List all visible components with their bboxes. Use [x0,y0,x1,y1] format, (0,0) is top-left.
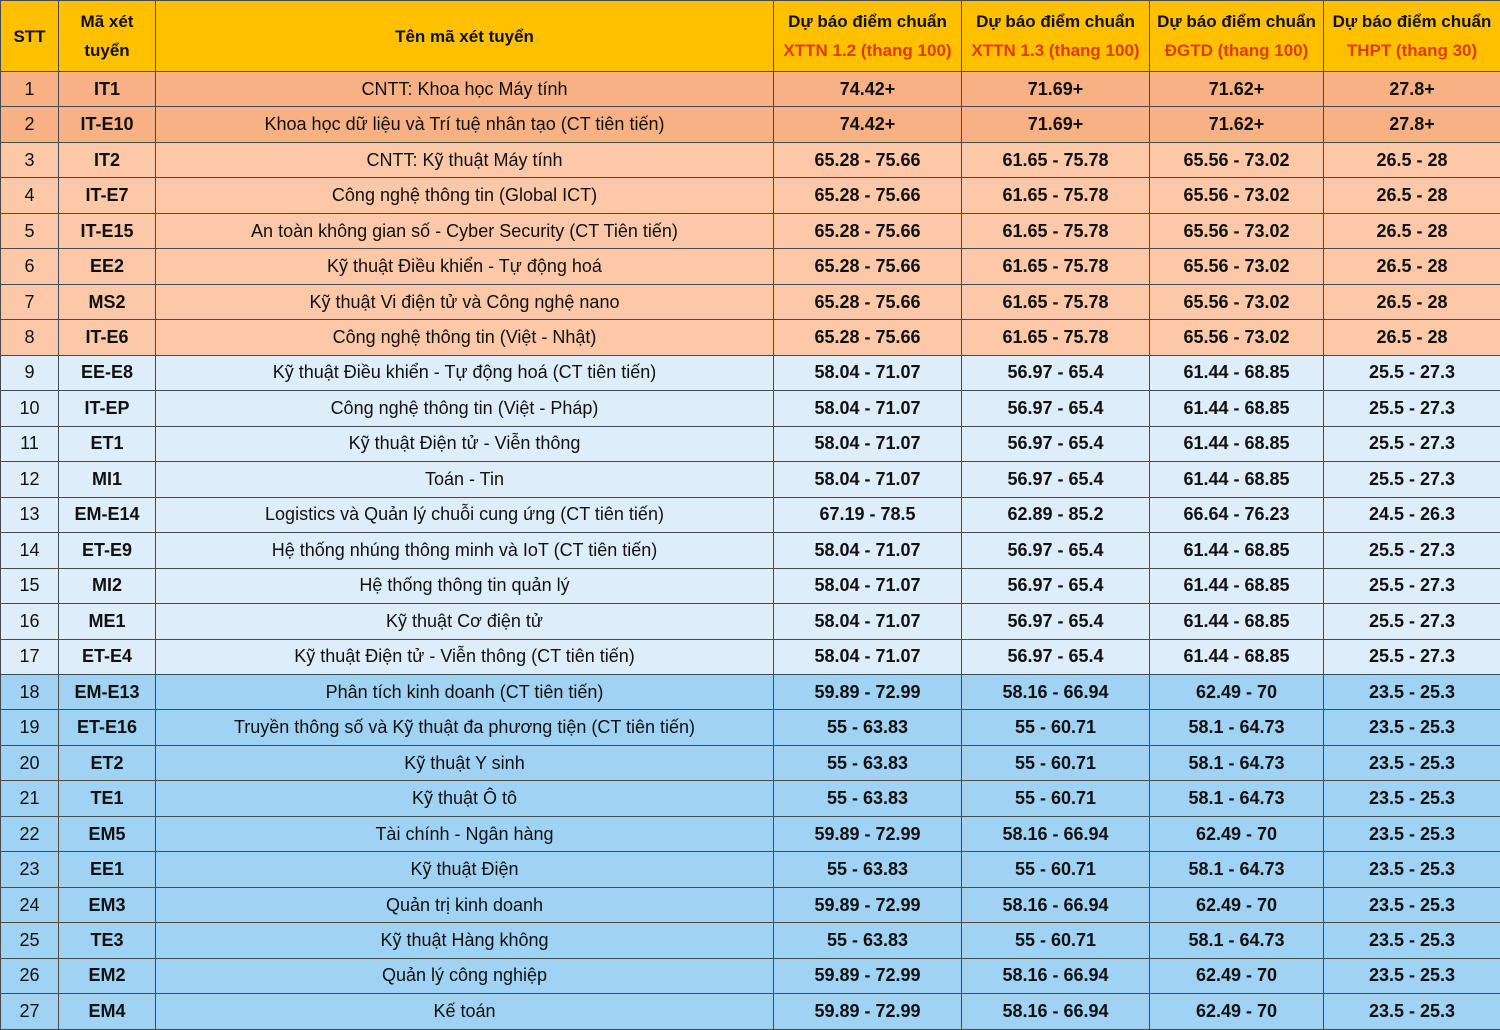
table-row [1,497,1500,532]
row-thpt-cell: 25.5 - 27.3 [1324,426,1500,461]
row-xttn12-cell: 65.28 - 75.66 [774,142,962,177]
row-dgtd-cell: 65.56 - 73.02 [1150,178,1324,213]
row-stt-cell: 22 [1,816,59,851]
row-stt-cell: 16 [1,604,59,639]
row-name-cell: Công nghệ thông tin (Global ICT) [156,178,774,213]
header-dgtd-line1: Dự báo điểm chuẩn [1157,12,1316,31]
row-xttn12-cell: 59.89 - 72.99 [774,994,962,1029]
row-xttn13-cell: 58.16 - 66.94 [962,887,1150,922]
row-name-cell: Kỹ thuật Điện tử - Viễn thông [156,426,774,461]
table-row [1,320,1500,355]
row-thpt-cell: 23.5 - 25.3 [1324,852,1500,887]
row-dgtd-cell: 66.64 - 76.23 [1150,497,1324,532]
row-name-cell: Công nghệ thông tin (Việt - Nhật) [156,320,774,355]
row-code-cell: ET-E16 [59,710,156,745]
row-stt-cell: 14 [1,533,59,568]
row-xttn12-cell: 65.28 - 75.66 [774,284,962,319]
row-xttn13-cell: 58.16 - 66.94 [962,674,1150,709]
header-dgtd-line2: ĐGTD (thang 100) [1164,41,1309,60]
row-xttn12-cell: 59.89 - 72.99 [774,674,962,709]
row-xttn13-cell: 61.65 - 75.78 [962,213,1150,248]
header-thpt-line1: Dự báo điểm chuẩn [1332,12,1492,31]
row-name-cell: Kỹ thuật Vi điện tử và Công nghệ nano [156,284,774,319]
row-name-cell: Hệ thống nhúng thông minh và IoT (CT tiên tiến) [156,533,774,568]
row-xttn12-cell: 59.89 - 72.99 [774,887,962,922]
row-dgtd-cell: 62.49 - 70 [1150,958,1324,993]
row-dgtd-cell: 61.44 - 68.85 [1150,533,1324,568]
table-row [1,72,1500,107]
row-thpt-cell: 23.5 - 25.3 [1324,923,1500,958]
row-code-cell: EM4 [59,994,156,1029]
row-stt-cell: 5 [1,213,59,248]
row-xttn12-cell: 74.42+ [774,72,962,107]
table-row [1,568,1500,603]
row-thpt-cell: 26.5 - 28 [1324,213,1500,248]
table-row [1,249,1500,284]
row-xttn13-cell: 56.97 - 65.4 [962,355,1150,390]
row-stt-cell: 1 [1,72,59,107]
row-xttn13-cell: 62.89 - 85.2 [962,497,1150,532]
row-xttn12-cell: 65.28 - 75.66 [774,249,962,284]
table-row [1,213,1500,248]
row-stt-cell: 10 [1,391,59,426]
row-xttn12-cell: 58.04 - 71.07 [774,604,962,639]
row-name-cell: Tài chính - Ngân hàng [156,816,774,851]
header-name: Tên mã xét tuyển [156,1,774,72]
row-code-cell: TE1 [59,781,156,816]
row-xttn13-cell: 56.97 - 65.4 [962,426,1150,461]
row-thpt-cell: 23.5 - 25.3 [1324,994,1500,1029]
table-row [1,994,1500,1029]
row-xttn13-cell: 56.97 - 65.4 [962,462,1150,497]
row-stt-cell: 3 [1,142,59,177]
row-stt-cell: 19 [1,710,59,745]
row-code-cell: MI1 [59,462,156,497]
row-stt-cell: 12 [1,462,59,497]
row-xttn12-cell: 65.28 - 75.66 [774,213,962,248]
row-name-cell: Quản lý công nghiệp [156,958,774,993]
row-name-cell: Hệ thống thông tin quản lý [156,568,774,603]
table-row [1,852,1500,887]
header-xttn13-line2: XTTN 1.3 (thang 100) [971,41,1140,60]
row-name-cell: Toán - Tin [156,462,774,497]
row-dgtd-cell: 58.1 - 64.73 [1150,923,1324,958]
row-xttn12-cell: 58.04 - 71.07 [774,462,962,497]
table-row [1,923,1500,958]
table-row [1,710,1500,745]
row-xttn13-cell: 58.16 - 66.94 [962,958,1150,993]
row-name-cell: Công nghệ thông tin (Việt - Pháp) [156,391,774,426]
row-name-cell: Kỹ thuật Điện tử - Viễn thông (CT tiên tiến) [156,639,774,674]
row-thpt-cell: 26.5 - 28 [1324,142,1500,177]
row-thpt-cell: 23.5 - 25.3 [1324,781,1500,816]
row-dgtd-cell: 71.62+ [1150,107,1324,142]
row-dgtd-cell: 61.44 - 68.85 [1150,462,1324,497]
row-dgtd-cell: 61.44 - 68.85 [1150,426,1324,461]
row-code-cell: IT-E15 [59,213,156,248]
row-code-cell: EM5 [59,816,156,851]
row-stt-cell: 20 [1,745,59,780]
row-stt-cell: 23 [1,852,59,887]
row-thpt-cell: 24.5 - 26.3 [1324,497,1500,532]
row-thpt-cell: 27.8+ [1324,107,1500,142]
row-thpt-cell: 23.5 - 25.3 [1324,887,1500,922]
row-code-cell: ET-E4 [59,639,156,674]
table-row [1,604,1500,639]
row-dgtd-cell: 62.49 - 70 [1150,887,1324,922]
header-code-line2: tuyển [84,41,130,60]
row-code-cell: MS2 [59,284,156,319]
row-thpt-cell: 25.5 - 27.3 [1324,639,1500,674]
row-xttn13-cell: 61.65 - 75.78 [962,178,1150,213]
row-thpt-cell: 23.5 - 25.3 [1324,674,1500,709]
table-row [1,462,1500,497]
row-stt-cell: 24 [1,887,59,922]
row-stt-cell: 8 [1,320,59,355]
header-thpt [1324,1,1500,72]
row-name-cell: CNTT: Kỹ thuật Máy tính [156,142,774,177]
table-row [1,284,1500,319]
row-stt-cell: 18 [1,674,59,709]
row-xttn13-cell: 55 - 60.71 [962,710,1150,745]
row-xttn13-cell: 61.65 - 75.78 [962,249,1150,284]
row-code-cell: ET-E9 [59,533,156,568]
row-dgtd-cell: 61.44 - 68.85 [1150,391,1324,426]
row-thpt-cell: 25.5 - 27.3 [1324,355,1500,390]
row-thpt-cell: 25.5 - 27.3 [1324,533,1500,568]
row-code-cell: MI2 [59,568,156,603]
row-dgtd-cell: 61.44 - 68.85 [1150,639,1324,674]
row-xttn13-cell: 55 - 60.71 [962,745,1150,780]
row-dgtd-cell: 58.1 - 64.73 [1150,745,1324,780]
row-dgtd-cell: 71.62+ [1150,72,1324,107]
header-code-line1: Mã xét [80,12,134,31]
header-xttn12-line2: XTTN 1.2 (thang 100) [783,41,952,60]
table-body [1,72,1500,1030]
row-code-cell: ET1 [59,426,156,461]
row-xttn13-cell: 55 - 60.71 [962,781,1150,816]
row-stt-cell: 25 [1,923,59,958]
row-stt-cell: 9 [1,355,59,390]
row-code-cell: IT-E6 [59,320,156,355]
table-row [1,107,1500,142]
row-dgtd-cell: 65.56 - 73.02 [1150,320,1324,355]
row-xttn12-cell: 58.04 - 71.07 [774,533,962,568]
row-code-cell: ME1 [59,604,156,639]
row-stt-cell: 21 [1,781,59,816]
row-stt-cell: 11 [1,426,59,461]
row-name-cell: Logistics và Quản lý chuỗi cung ứng (CT tiên tiến) [156,497,774,532]
row-dgtd-cell: 65.56 - 73.02 [1150,142,1324,177]
row-thpt-cell: 26.5 - 28 [1324,320,1500,355]
row-stt-cell: 6 [1,249,59,284]
row-thpt-cell: 27.8+ [1324,72,1500,107]
row-stt-cell: 27 [1,994,59,1029]
row-xttn12-cell: 55 - 63.83 [774,852,962,887]
table-row [1,745,1500,780]
row-xttn13-cell: 56.97 - 65.4 [962,568,1150,603]
header-xttn12 [774,1,962,72]
header-dgtd [1150,1,1324,72]
row-xttn12-cell: 59.89 - 72.99 [774,958,962,993]
row-name-cell: Kỹ thuật Cơ điện tử [156,604,774,639]
table-row [1,958,1500,993]
header-xttn13-line1: Dự báo điểm chuẩn [976,12,1135,31]
row-dgtd-cell: 58.1 - 64.73 [1150,781,1324,816]
row-dgtd-cell: 58.1 - 64.73 [1150,710,1324,745]
row-xttn13-cell: 71.69+ [962,107,1150,142]
row-xttn12-cell: 58.04 - 71.07 [774,391,962,426]
row-xttn12-cell: 58.04 - 71.07 [774,568,962,603]
row-code-cell: EM-E13 [59,674,156,709]
header-stt: STT [1,1,59,72]
table-row [1,781,1500,816]
row-dgtd-cell: 65.56 - 73.02 [1150,284,1324,319]
row-stt-cell: 17 [1,639,59,674]
row-name-cell: Truyền thông số và Kỹ thuật đa phương tiện (CT tiên tiến) [156,710,774,745]
row-code-cell: EE-E8 [59,355,156,390]
row-code-cell: IT-E10 [59,107,156,142]
table-row [1,178,1500,213]
row-stt-cell: 7 [1,284,59,319]
row-thpt-cell: 26.5 - 28 [1324,249,1500,284]
row-thpt-cell: 26.5 - 28 [1324,178,1500,213]
table-row [1,142,1500,177]
row-dgtd-cell: 61.44 - 68.85 [1150,355,1324,390]
row-name-cell: CNTT: Khoa học Máy tính [156,72,774,107]
row-code-cell: IT2 [59,142,156,177]
table-row [1,887,1500,922]
row-name-cell: Kế toán [156,994,774,1029]
row-xttn13-cell: 58.16 - 66.94 [962,816,1150,851]
row-dgtd-cell: 65.56 - 73.02 [1150,249,1324,284]
row-name-cell: Phân tích kinh doanh (CT tiên tiến) [156,674,774,709]
row-thpt-cell: 23.5 - 25.3 [1324,816,1500,851]
row-name-cell: Kỹ thuật Điều khiển - Tự động hoá [156,249,774,284]
row-stt-cell: 2 [1,107,59,142]
row-xttn12-cell: 55 - 63.83 [774,745,962,780]
row-xttn12-cell: 55 - 63.83 [774,781,962,816]
table-row [1,639,1500,674]
row-xttn12-cell: 58.04 - 71.07 [774,426,962,461]
row-xttn12-cell: 58.04 - 71.07 [774,639,962,674]
row-name-cell: Khoa học dữ liệu và Trí tuệ nhân tạo (CT tiên tiến) [156,107,774,142]
row-thpt-cell: 25.5 - 27.3 [1324,604,1500,639]
row-xttn13-cell: 56.97 - 65.4 [962,604,1150,639]
row-xttn12-cell: 58.04 - 71.07 [774,355,962,390]
row-xttn13-cell: 61.65 - 75.78 [962,142,1150,177]
header-thpt-line2: THPT (thang 30) [1346,41,1478,60]
row-code-cell: EM3 [59,887,156,922]
row-thpt-cell: 23.5 - 25.3 [1324,745,1500,780]
row-name-cell: Quản trị kinh doanh [156,887,774,922]
row-code-cell: EM2 [59,958,156,993]
row-xttn13-cell: 55 - 60.71 [962,923,1150,958]
row-xttn13-cell: 56.97 - 65.4 [962,391,1150,426]
header-xttn12-line1: Dự báo điểm chuẩn [788,12,947,31]
row-xttn13-cell: 61.65 - 75.78 [962,284,1150,319]
row-xttn13-cell: 55 - 60.71 [962,852,1150,887]
row-code-cell: IT-EP [59,391,156,426]
row-dgtd-cell: 65.56 - 73.02 [1150,213,1324,248]
row-xttn12-cell: 74.42+ [774,107,962,142]
header-code [59,1,156,72]
row-xttn13-cell: 56.97 - 65.4 [962,639,1150,674]
row-name-cell: Kỹ thuật Hàng không [156,923,774,958]
row-dgtd-cell: 58.1 - 64.73 [1150,852,1324,887]
row-xttn12-cell: 65.28 - 75.66 [774,178,962,213]
row-xttn13-cell: 61.65 - 75.78 [962,320,1150,355]
row-name-cell: Kỹ thuật Y sinh [156,745,774,780]
row-stt-cell: 26 [1,958,59,993]
row-xttn12-cell: 59.89 - 72.99 [774,816,962,851]
row-name-cell: Kỹ thuật Điện [156,852,774,887]
header-row [1,1,1500,72]
row-xttn13-cell: 56.97 - 65.4 [962,533,1150,568]
row-dgtd-cell: 62.49 - 70 [1150,674,1324,709]
table-row [1,674,1500,709]
row-stt-cell: 13 [1,497,59,532]
row-code-cell: EE1 [59,852,156,887]
row-dgtd-cell: 61.44 - 68.85 [1150,568,1324,603]
row-thpt-cell: 26.5 - 28 [1324,284,1500,319]
table-row [1,426,1500,461]
table-header [1,1,1500,72]
row-xttn13-cell: 58.16 - 66.94 [962,994,1150,1029]
row-dgtd-cell: 62.49 - 70 [1150,816,1324,851]
row-stt-cell: 4 [1,178,59,213]
row-thpt-cell: 25.5 - 27.3 [1324,391,1500,426]
row-code-cell: IT1 [59,72,156,107]
row-code-cell: TE3 [59,923,156,958]
row-thpt-cell: 25.5 - 27.3 [1324,568,1500,603]
row-code-cell: EM-E14 [59,497,156,532]
row-thpt-cell: 23.5 - 25.3 [1324,958,1500,993]
row-xttn12-cell: 55 - 63.83 [774,710,962,745]
row-xttn12-cell: 55 - 63.83 [774,923,962,958]
row-dgtd-cell: 62.49 - 70 [1150,994,1324,1029]
row-code-cell: IT-E7 [59,178,156,213]
row-code-cell: EE2 [59,249,156,284]
row-thpt-cell: 25.5 - 27.3 [1324,462,1500,497]
row-name-cell: Kỹ thuật Ô tô [156,781,774,816]
row-xttn12-cell: 65.28 - 75.66 [774,320,962,355]
row-code-cell: ET2 [59,745,156,780]
row-xttn13-cell: 71.69+ [962,72,1150,107]
table-row [1,355,1500,390]
row-name-cell: An toàn không gian số - Cyber Security (CT Tiên tiến) [156,213,774,248]
row-thpt-cell: 23.5 - 25.3 [1324,710,1500,745]
row-dgtd-cell: 61.44 - 68.85 [1150,604,1324,639]
table-row [1,533,1500,568]
row-name-cell: Kỹ thuật Điều khiển - Tự động hoá (CT tiên tiến) [156,355,774,390]
row-stt-cell: 15 [1,568,59,603]
row-xttn12-cell: 67.19 - 78.5 [774,497,962,532]
table-row [1,816,1500,851]
header-xttn13 [962,1,1150,72]
table-row [1,391,1500,426]
